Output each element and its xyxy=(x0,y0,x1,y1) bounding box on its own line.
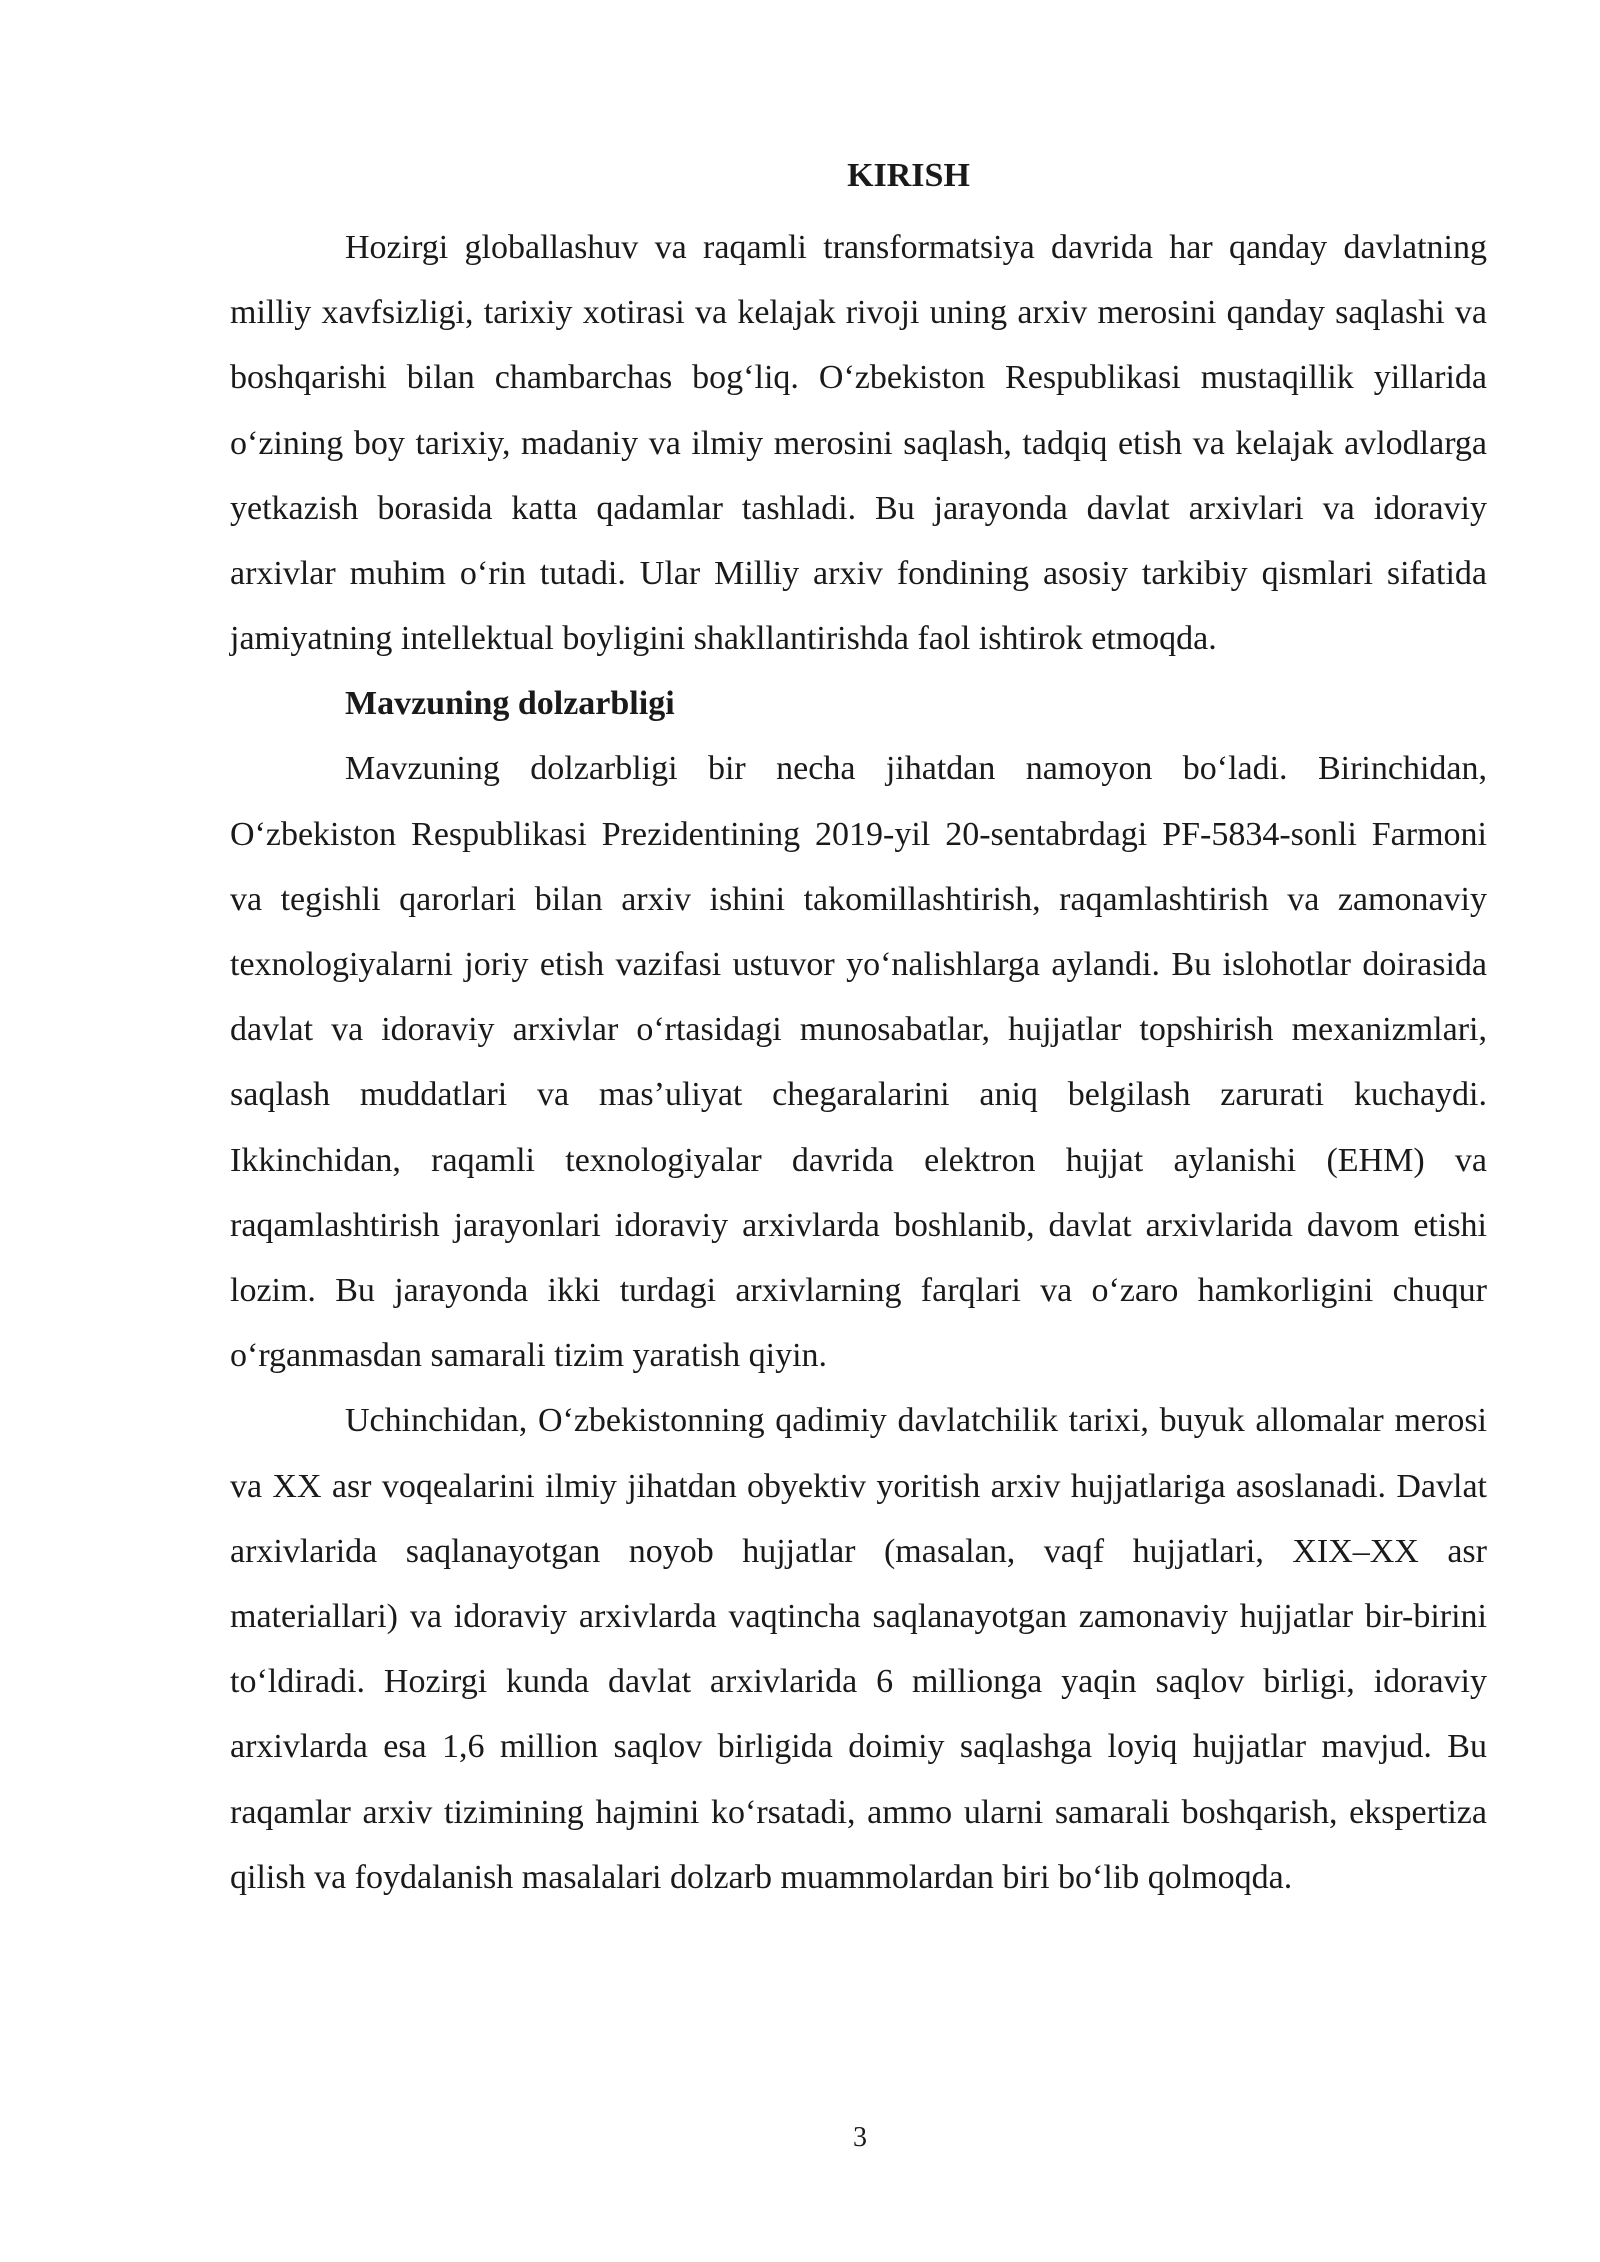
relevance-paragraph: Mavzuning dolzarbligi bir necha jihatdan namoyon bo‘ladi. Birinchidan, O‘zbekiston Respublikasi Prezidentining 2019-yil 20-sentabrdagi PF-5834-sonli Farmoni va tegishli qarorlari bilan arxiv ishini takomillashtirish, raqamlashtirish va zamonaviy texnologiyalarni joriy etish vazifasi ustuvor yo‘nalishlarga aylandi. Bu islohotlar doirasida davlat va idoraviy arxivlar o‘rtasidagi munosabatlar, hujjatlar topshirish mexanizmlari, saqlash muddatlari va mas’uliyat chegaralarini aniq belgilash zarurati kuchaydi. Ikkinchidan, raqamli texnologiyalar davrida elektron hujjat aylanishi (EHM) va raqamlashtirish jarayonlari idoraviy arxivlarda boshlanib, davlat arxivlarida davom etishi lozim. Bu jarayonda ikki turdagi arxivlarning farqlari va o‘zaro hamkorligini chuqur o‘rganmasdan samarali tizim yaratish qiyin. xyxy=(230,750,1487,1375)
intro-paragraph: Hozirgi globallashuv va raqamli transformatsiya davrida har qanday davlatning milliy xavfsizligi, tarixiy xotirasi va kelajak rivoji uning arxiv merosini qanday saqlashi va boshqarishi bilan chambarchas bog‘liq. O‘zbekiston Respublikasi mustaqillik yillarida o‘zining boy tarixiy, madaniy va ilmiy merosini saqlash, tadqiq etish va kelajak avlodlarga yetkazish borasida katta qadamlar tashladi. Bu jarayonda davlat arxivlari va idoraviy arxivlar muhim o‘rin tutadi. Ular Milliy arxiv fondining asosiy tarkibiy qismlari sifatida jamiyatning intellektual boyligini shakllantirishda faol ishtirok etmoqda. xyxy=(230,229,1487,658)
section-heading: Mavzuning dolzarbligi xyxy=(345,685,675,723)
third-paragraph: Uchinchidan, O‘zbekistonning qadimiy davlatchilik tarixi, buyuk allomalar merosi va XX asr voqealarini ilmiy jihatdan obyektiv yoritish arxiv hujjatlariga asoslanadi. Davlat arxivlarida saqlanayotgan noyob hujjatlar (masalan, vaqf hujjatlari, XIX–XX asr materiallari) va idoraviy arxivlarda vaqtincha saqlanayotgan zamonaviy hujjatlar bir-birini to‘ldiradi. Hozirgi kunda davlat arxivlarida 6 millionga yaqin saqlov birligi, idoraviy arxivlarda esa 1,6 million saqlov birligida doimiy saqlashga loyiq hujjatlar mavjud. Bu raqamlar arxiv tizimining hajmini ko‘rsatadi, ammo ularni samarali boshqarish, ekspertiza qilish va foydalanish masalalari dolzarb muammolardan biri bo‘lib qolmoqda. xyxy=(230,1402,1487,1896)
document-page xyxy=(230,150,1487,1910)
page-number: 3 xyxy=(853,2122,867,2153)
page-title: KIRISH xyxy=(847,157,970,194)
